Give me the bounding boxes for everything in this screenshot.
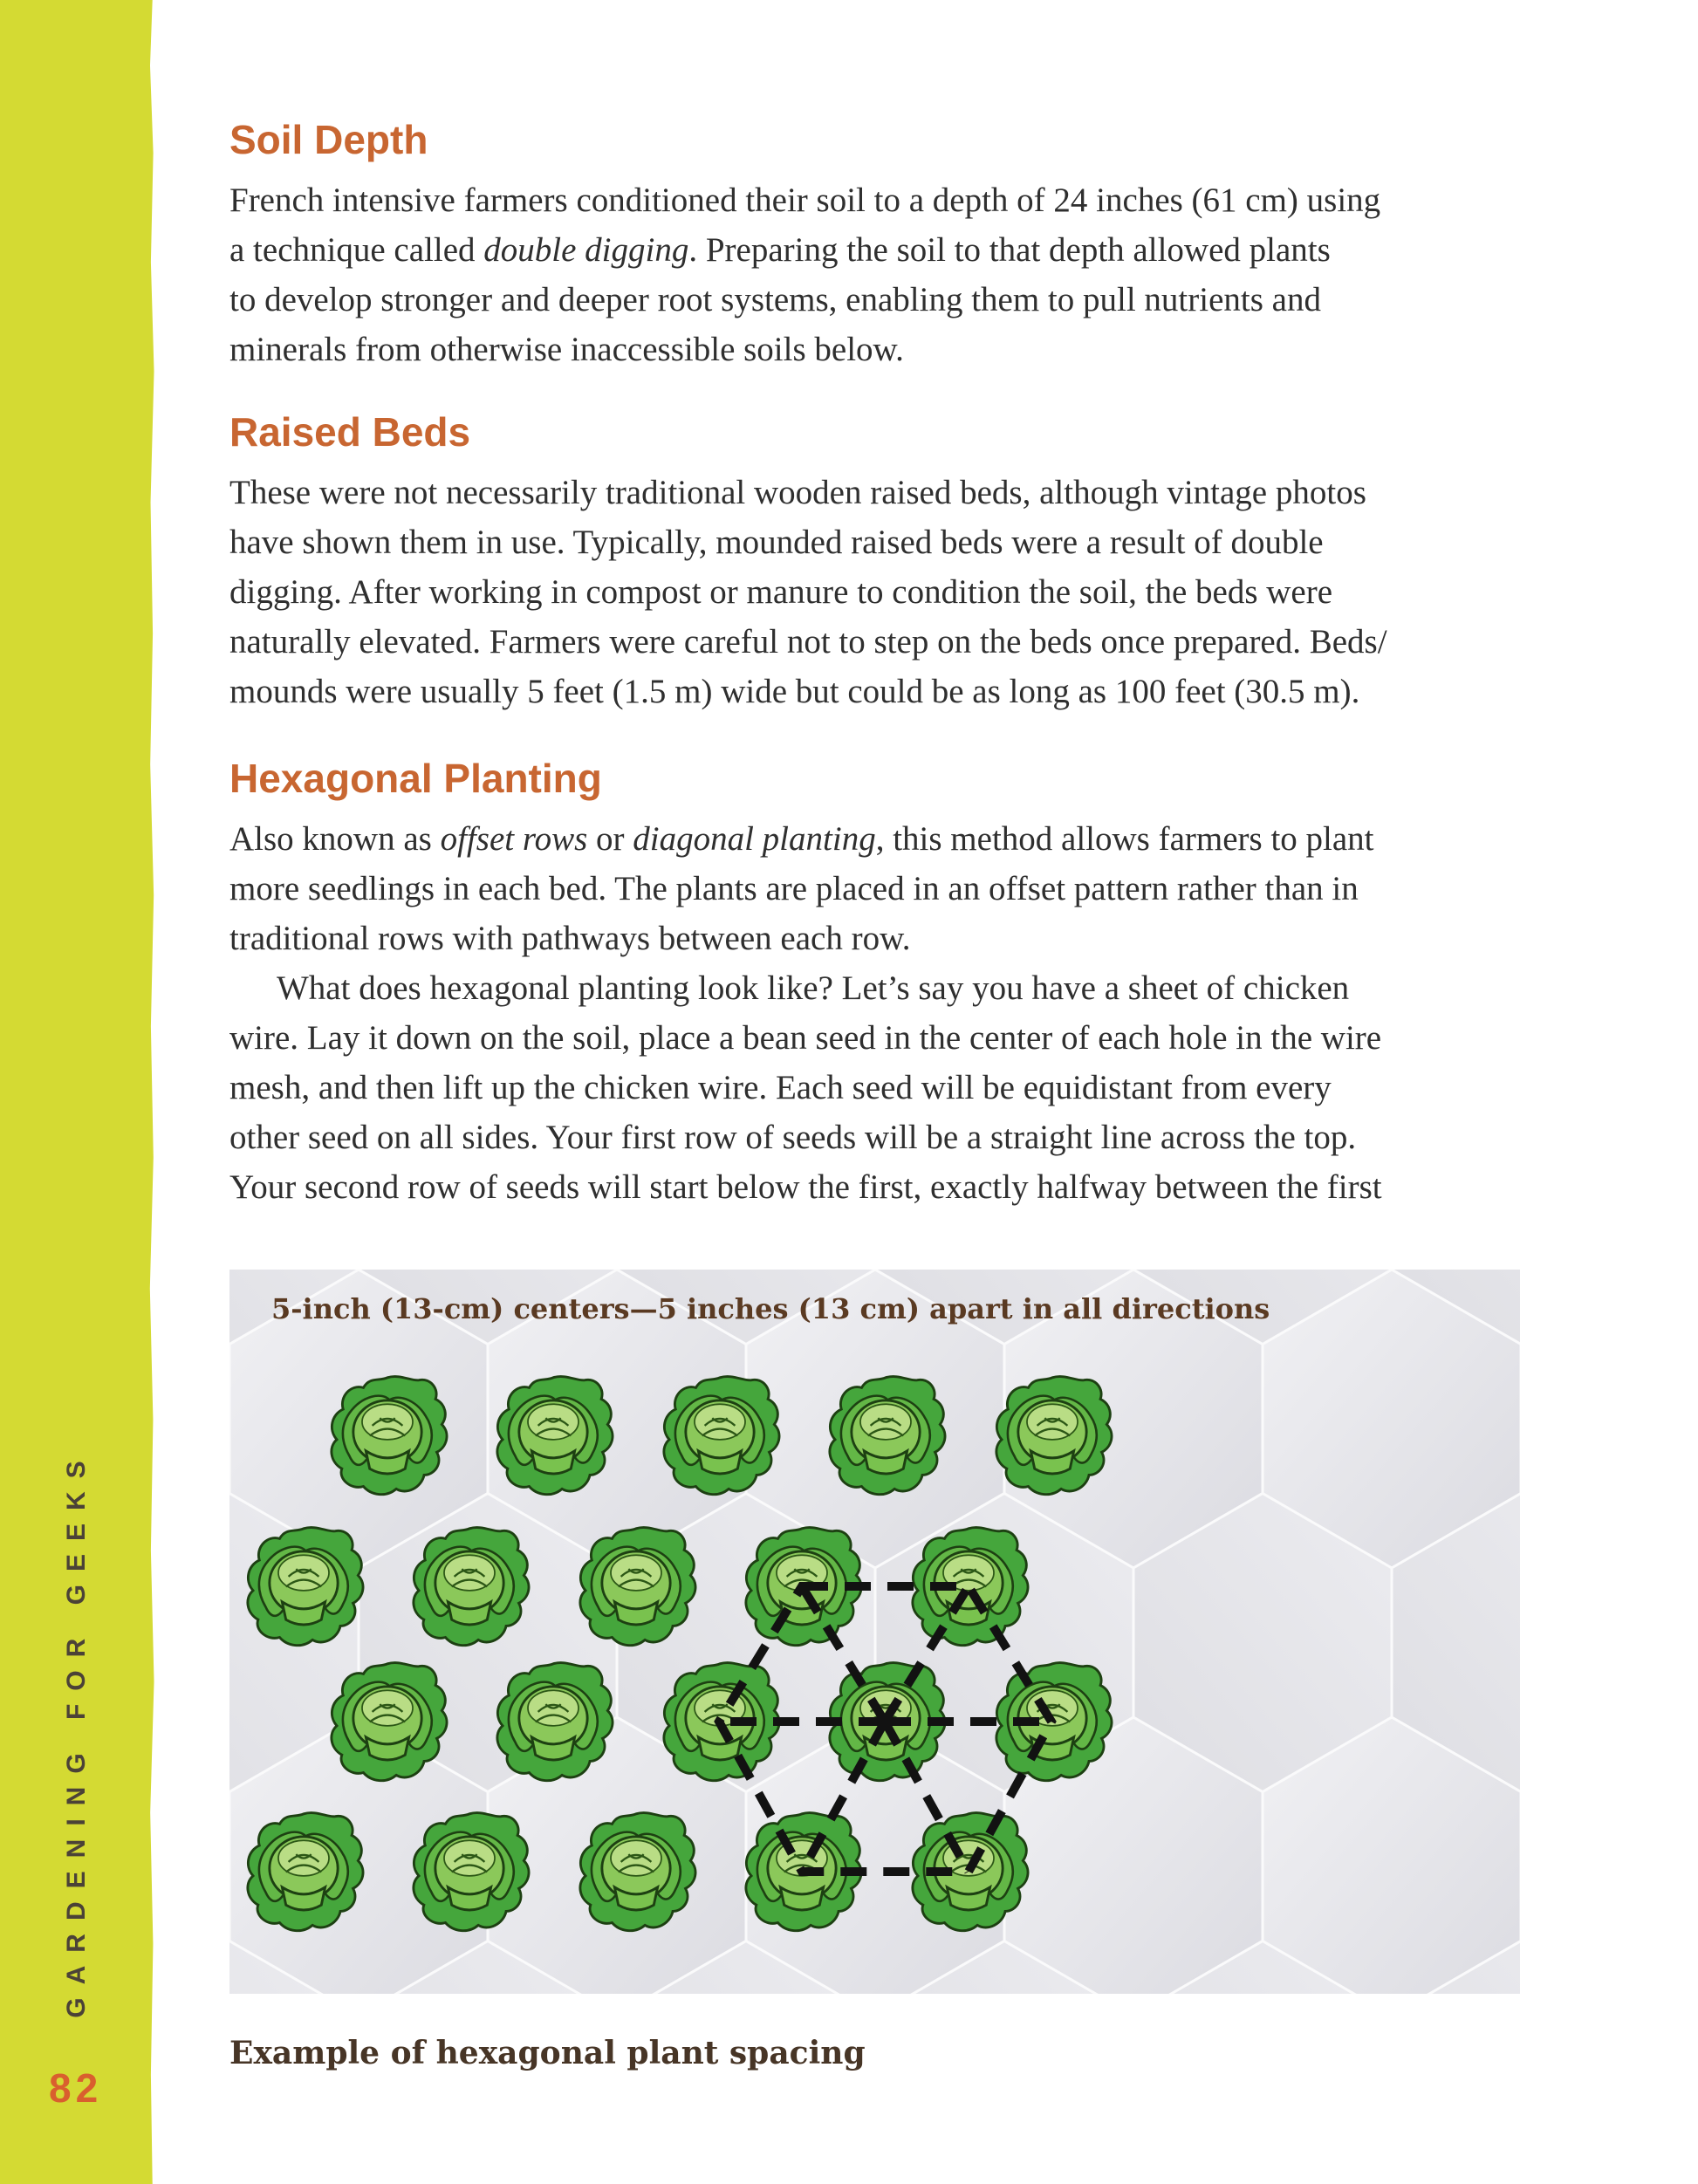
- body-line: other seed on all sides. Your first row of seeds will be a straight line across the top.: [229, 1119, 1357, 1156]
- section-soil-depth: [229, 116, 1530, 374]
- body-line: Your second row of seeds will start below the first, exactly halfway between the first: [229, 1168, 1382, 1206]
- hex-spacing-overlay: [229, 1270, 1520, 1994]
- body-line: wire. Lay it down on the soil, place a bean seed in the center of each hole in the wire: [229, 1019, 1382, 1057]
- body-line: naturally elevated. Farmers were careful not to step on the beds once prepared. Beds/: [229, 623, 1387, 661]
- section-raised-beds: [229, 408, 1530, 716]
- section-heading: Raised Beds: [229, 409, 471, 455]
- body-line: mesh, and then lift up the chicken wire. Each seed will be equidistant from every: [229, 1069, 1332, 1106]
- body-line: Also known as offset rows or diagonal planting, this method allows farmers to plant: [229, 820, 1374, 858]
- page-number: 82: [49, 2065, 103, 2111]
- section-heading: Hexagonal Planting: [229, 756, 602, 801]
- section-heading: Soil Depth: [229, 117, 428, 162]
- figure-label: 5-inch (13-cm) centers—5 inches (13 cm) apart in all directions: [271, 1292, 1270, 1325]
- body-line: traditional rows with pathways between each row.: [229, 920, 911, 957]
- body-line: These were not necessarily traditional wooden raised beds, although vintage photos: [229, 474, 1366, 511]
- body-line: French intensive farmers conditioned their soil to a depth of 24 inches (61 cm) using: [229, 181, 1381, 219]
- figure-caption: Example of hexagonal plant spacing: [229, 2035, 866, 2071]
- body-line: more seedlings in each bed. The plants are placed in an offset pattern rather than in: [229, 870, 1359, 907]
- body-line: digging. After working in compost or manure to condition the soil, the beds were: [229, 573, 1333, 611]
- section-hexagonal-planting: [229, 755, 1530, 1212]
- body-line: mounds were usually 5 feet (1.5 m) wide but could be as long as 100 feet (30.5 m).: [229, 673, 1360, 710]
- body-line: minerals from otherwise inaccessible soils below.: [229, 331, 904, 368]
- body-line: have shown them in use. Typically, mounded raised beds were a result of double: [229, 524, 1324, 561]
- hexagonal-spacing-figure: [229, 1270, 1520, 1994]
- body-line: What does hexagonal planting look like? Let’s say you have a sheet of chicken: [277, 969, 1350, 1007]
- body-line: to develop stronger and deeper root systems, enabling them to pull nutrients and: [229, 281, 1321, 318]
- book-title-vertical: GARDENING FOR GEEKS: [62, 1448, 91, 2018]
- body-line: a technique called double digging. Preparing the soil to that depth allowed plants: [229, 231, 1331, 269]
